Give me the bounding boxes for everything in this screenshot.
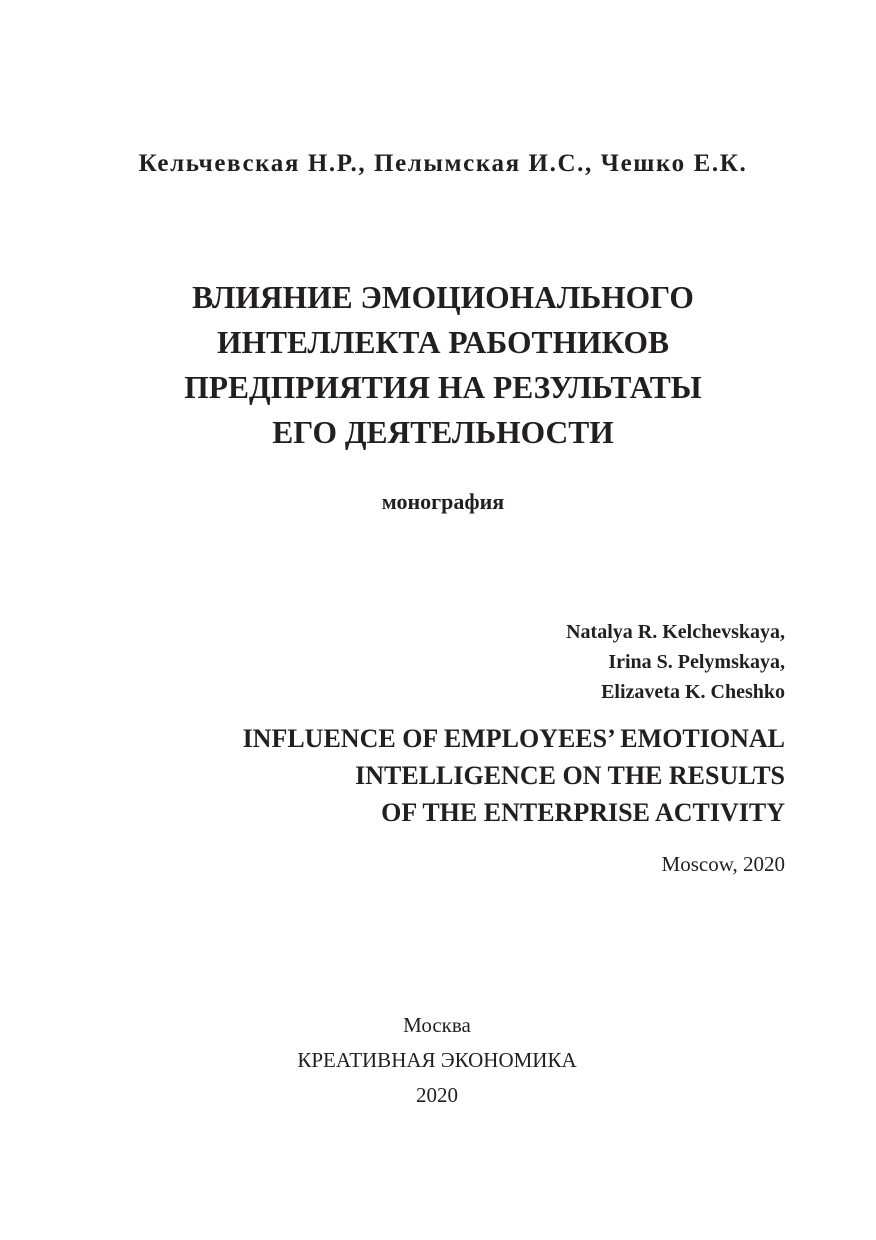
book-title-russian (0, 275, 876, 455)
title-ru-line: ВЛИЯНИЕ ЭМОЦИОНАЛЬНОГО (192, 280, 694, 315)
title-ru-line: ПРЕДПРИЯТИЯ НА РЕЗУЛЬТАТЫ (184, 370, 702, 405)
author-en: Irina S. Pelymskaya, (608, 651, 785, 673)
author-en: Natalya R. Kelchevskaya, (566, 621, 785, 643)
title-en-line: INTELLIGENCE ON THE RESULTS (355, 761, 785, 790)
title-en-line: INFLUENCE OF EMPLOYEES’ EMOTIONAL (242, 724, 785, 753)
publication-genre: монография (381, 489, 505, 514)
imprint-year: 2020 (416, 1083, 458, 1107)
title-en-line: OF THE ENTERPRISE ACTIVITY (381, 798, 785, 827)
authors-english (566, 617, 785, 707)
imprint-city: Москва (403, 1013, 471, 1037)
imprint-publisher: КРЕАТИВНАЯ ЭКОНОМИКА (297, 1048, 577, 1072)
author-en: Elizaveta K. Cheshko (601, 681, 785, 703)
title-ru-line: ЕГО ДЕЯТЕЛЬНОСТИ (272, 415, 614, 450)
authors-russian: Кельчевская Н.Р., Пелымская И.С., Чешко Е.К. (138, 150, 748, 177)
city-year-english: Moscow, 2020 (661, 852, 785, 876)
book-title-english (243, 720, 785, 831)
imprint (0, 1008, 874, 1113)
title-ru-line: ИНТЕЛЛЕКТА РАБОТНИКОВ (216, 325, 670, 360)
